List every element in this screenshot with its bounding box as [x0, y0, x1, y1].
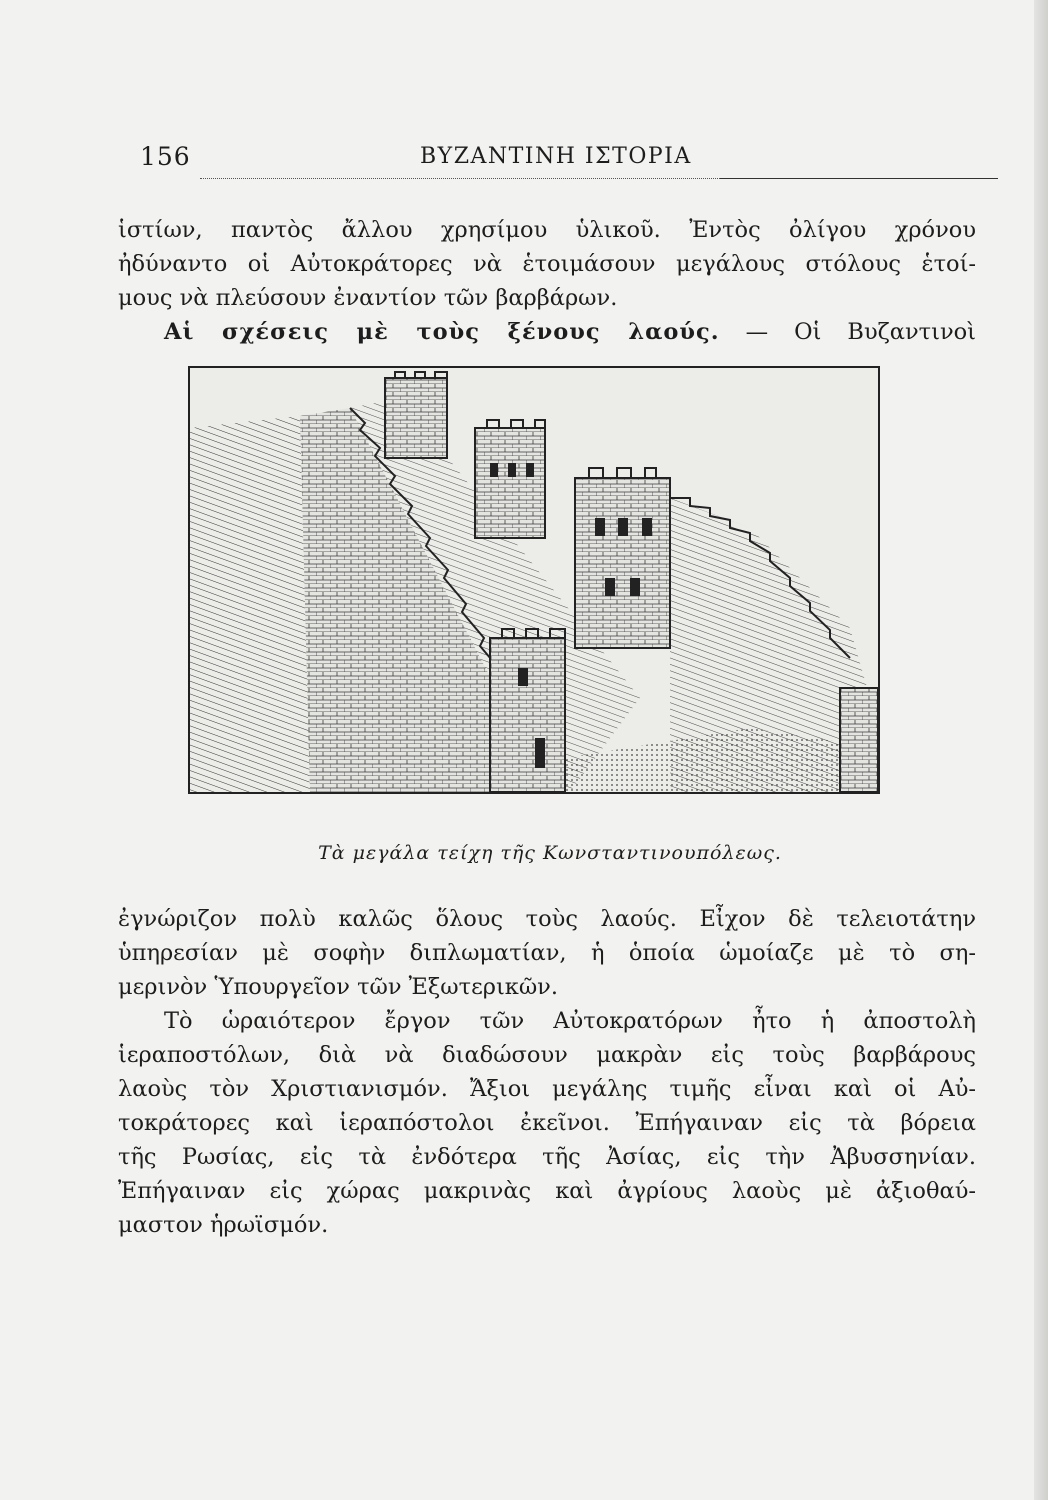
text-line: ὑπηρεσίαν μὲ σοφὴν διπλωματίαν, ἡ ὁποία ὡμοίαζε μὲ τὸ ση- — [118, 940, 976, 966]
text-line: ἱστίων, παντὸς ἄλλου χρησίμου ὑλικοῦ. Ἐντὸς ὀλίγου χρόνου — [118, 217, 976, 243]
header-rule-solid — [720, 178, 998, 179]
text-line: τῆς Ρωσίας, εἰς τὰ ἐνδότερα τῆς Ἀσίας, εἰς τὴν Ἀβυσσηνίαν. — [118, 1144, 976, 1170]
text-line: ἱεραποστόλων, διὰ νὰ διαδώσουν μακρὰν εἰς τοὺς βαρβάρους — [118, 1042, 976, 1068]
text-line: Τὸ ὡραιότερον ἔργον τῶν Αὐτοκρατόρων ἦτο ἡ ἀποστολὴ — [164, 1008, 976, 1034]
running-title: ΒΥΖΑΝΤΙΝΗ ΙΣΤΟΡΙΑ — [420, 144, 692, 169]
bottom-text-block — [118, 902, 976, 1242]
text-line: μους νὰ πλεύσουν ἐναντίον τῶν βαρβάρων. — [118, 285, 618, 311]
page-number: 156 — [140, 142, 191, 171]
section-heading-line — [118, 315, 976, 349]
corner-tower — [840, 688, 878, 792]
text-line: μερινὸν Ὑπουργεῖον τῶν Ἐξωτερικῶν. — [118, 974, 559, 1000]
figure-caption: Τὰ μεγάλα τείχη τῆς Κωνσταντινουπόλεως. — [318, 842, 782, 864]
walls-illustration — [188, 366, 880, 794]
paragraph-missionaries — [118, 1004, 976, 1242]
outer-wall-left — [190, 416, 310, 792]
text-line: μαστον ἡρωϊσμόν. — [118, 1212, 329, 1238]
text-line: Ἐπήγαιναν εἰς χώρας μακρινὰς καὶ ἀγρίους λαοὺς μὲ ἀξιοθαύ- — [118, 1178, 976, 1204]
paragraph-diplomacy — [118, 902, 976, 1004]
front-tower — [490, 638, 565, 792]
text-line: ἠδύναντο οἱ Αὐτοκράτορες νὰ ἑτοιμάσουν μεγάλους στόλους ἑτοί- — [118, 251, 976, 277]
section-heading-row — [118, 315, 976, 349]
text-line: λαοὺς τὸν Χριστιανισμόν. Ἄξιοι μεγάλης τιμῆς εἶναι καὶ οἱ Αὐ- — [118, 1076, 976, 1102]
tower-2 — [475, 428, 545, 538]
walls-drawing — [190, 368, 878, 792]
continued-paragraph — [118, 213, 976, 315]
section-heading: Αἱ σχέσεις μὲ τοὺς ξένους λαούς. — [164, 319, 720, 345]
page-header — [110, 142, 998, 182]
top-text-block — [118, 213, 976, 349]
tower-3 — [575, 478, 670, 648]
page-edge — [1034, 0, 1048, 1500]
tower-1 — [385, 378, 447, 458]
text-line: τοκράτορες καὶ ἱεραπόστολοι ἐκεῖνοι. Ἐπήγαιναν εἰς τὰ βόρεια — [118, 1110, 976, 1136]
text-line: ἐγνώριζον πολὺ καλῶς ὅλους τοὺς λαούς. Εἶχον δὲ τελειοτάτην — [118, 906, 976, 932]
section-dash-text: — Οἱ Βυζαντινοὶ — [745, 319, 976, 345]
